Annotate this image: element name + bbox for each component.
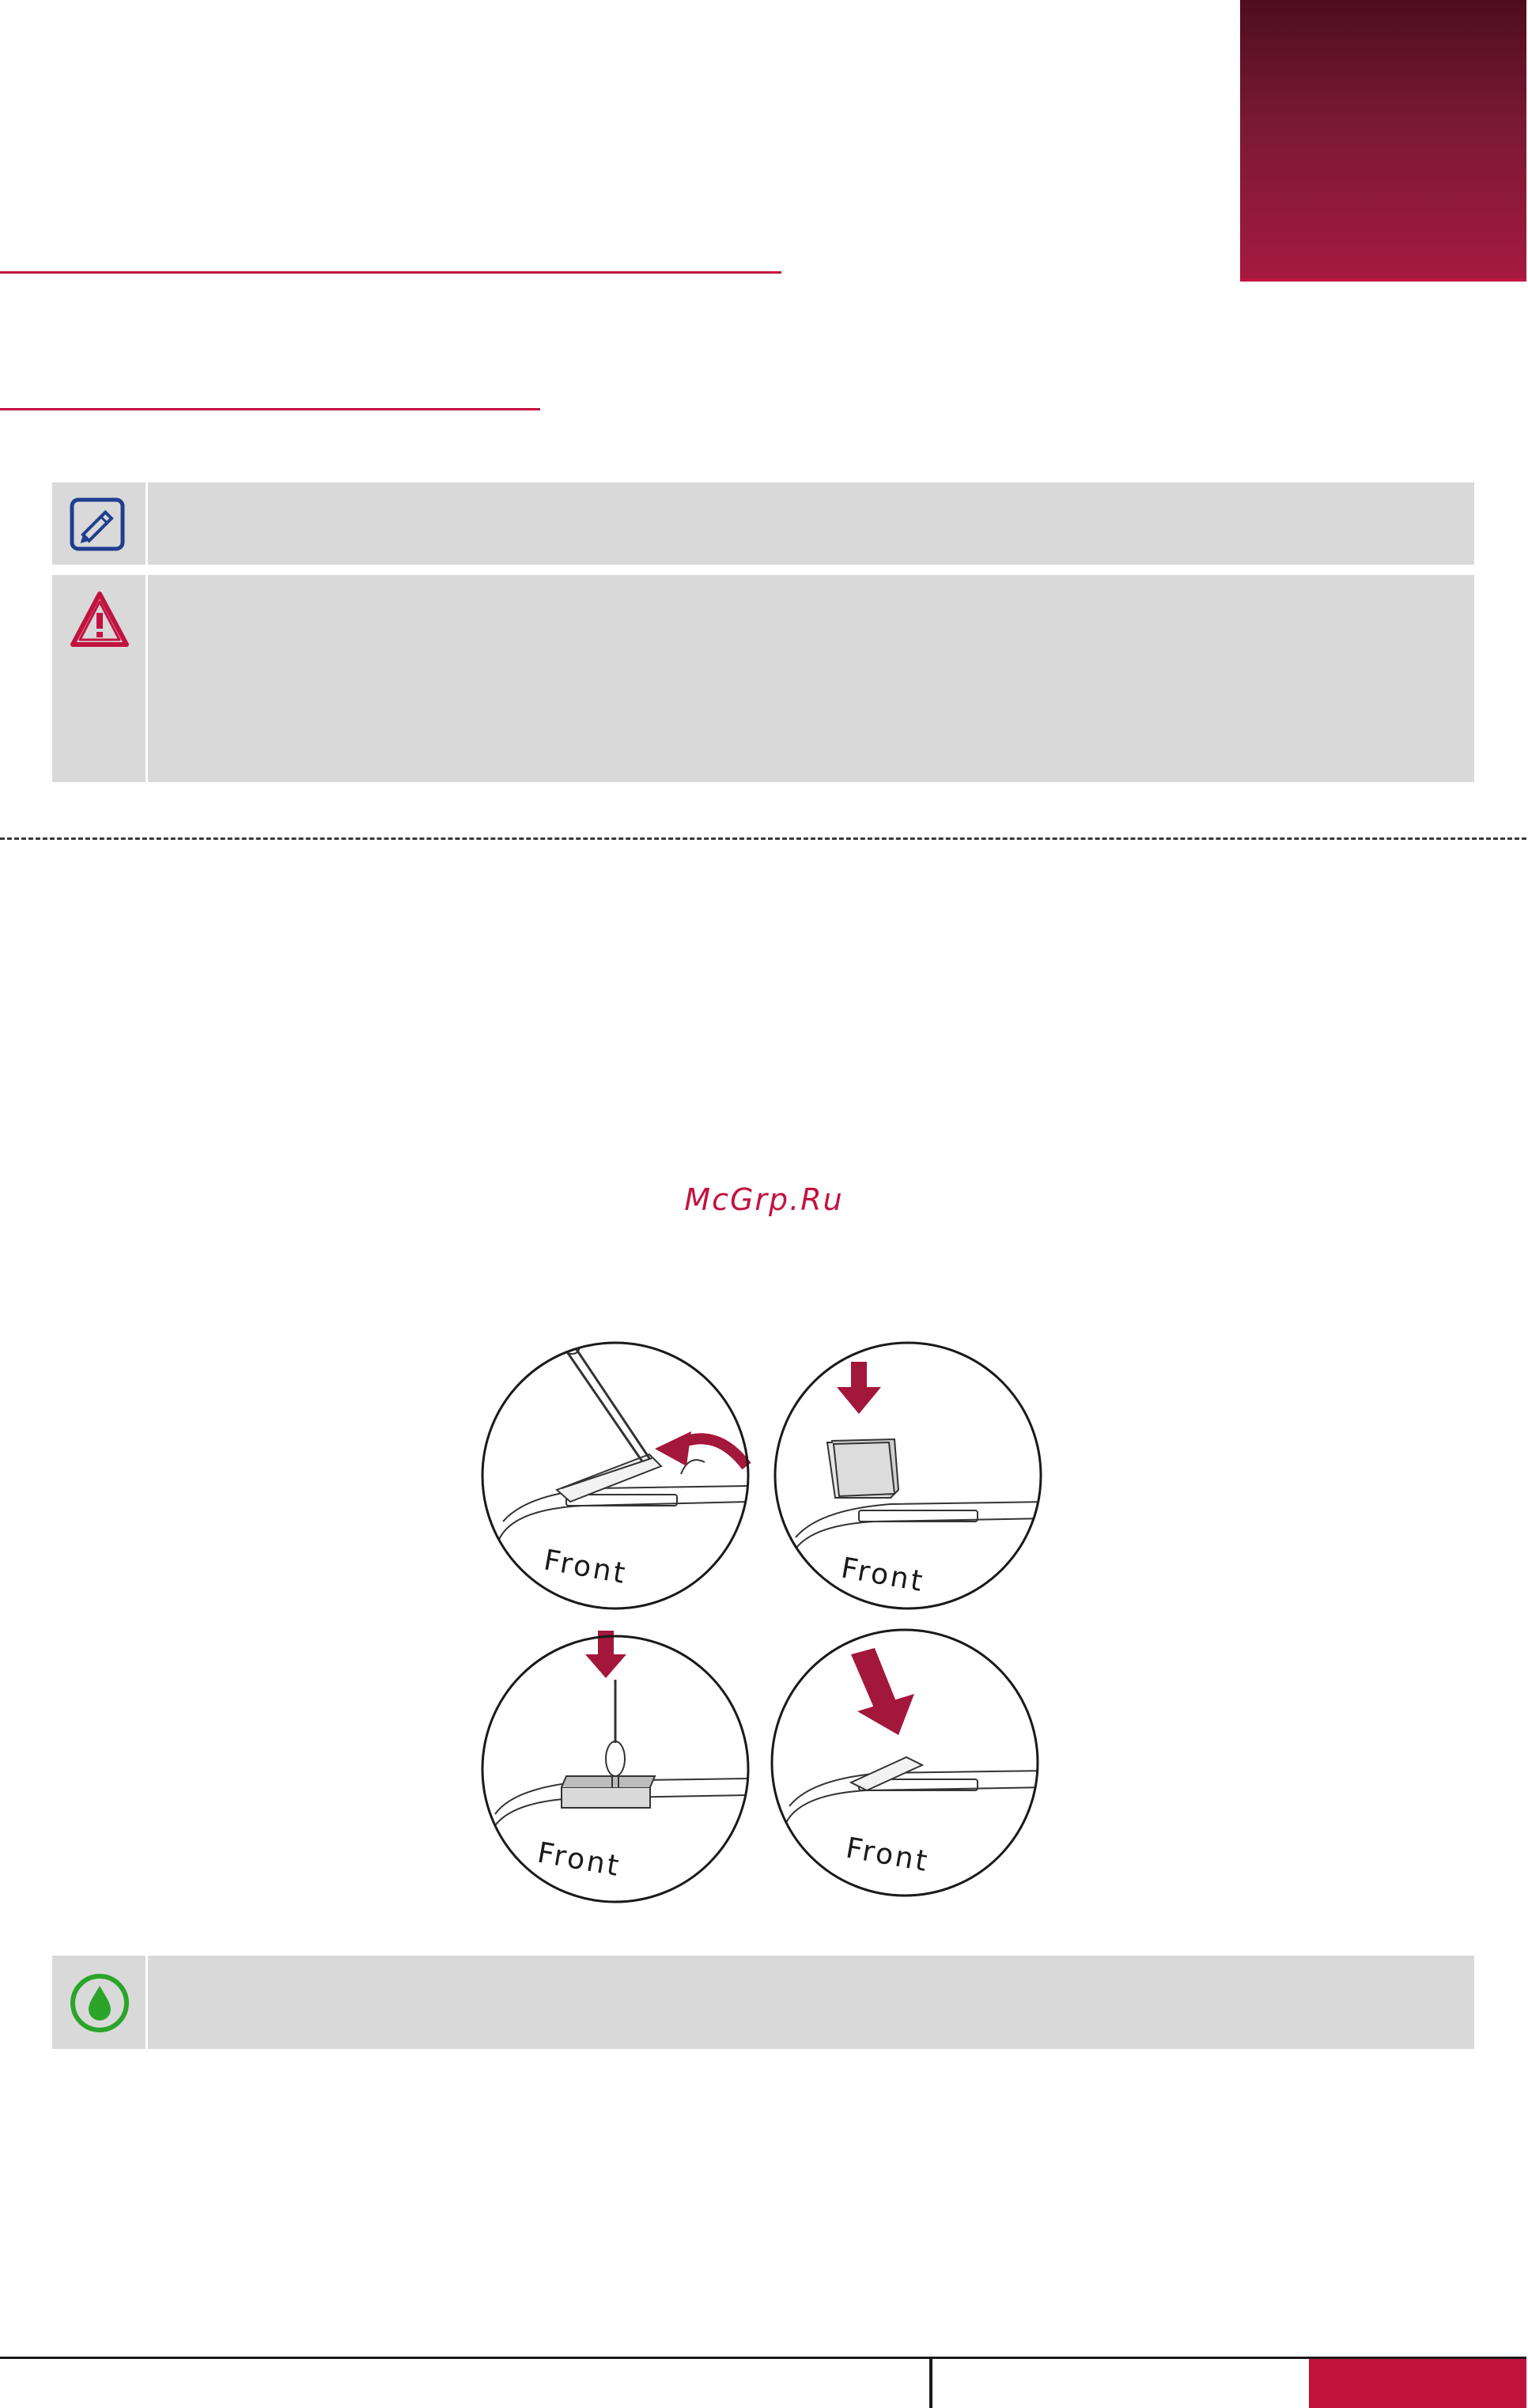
- footer-page-tab: [1309, 2359, 1526, 2408]
- watermark-text: McGrp.Ru: [684, 1182, 844, 1217]
- step-insert-pin-panel: [482, 1631, 748, 1902]
- panel-label-2: Front: [838, 1552, 928, 1599]
- footer-rule: [0, 2357, 1526, 2359]
- section-separator: [0, 837, 1526, 840]
- chapter-title-rule: [0, 271, 781, 274]
- panel-label-3: Front: [535, 1836, 624, 1884]
- section-title-rule: [0, 408, 540, 410]
- step-push-tray-panel: [772, 1630, 1049, 1896]
- step-place-card-panel: [775, 1343, 1049, 1608]
- warning-icon-cell: [52, 575, 148, 782]
- chapter-tab-block: [1240, 0, 1526, 282]
- footer-divider: [929, 2357, 932, 2408]
- warning-box: [52, 575, 1474, 782]
- step-eject-tray-panel: [482, 1343, 748, 1612]
- warning-triangle-icon: [68, 589, 131, 652]
- panel-label-4: Front: [843, 1832, 932, 1879]
- panel-label-1: Front: [541, 1544, 630, 1591]
- pencil-note-icon: [68, 497, 128, 554]
- tip-box: [52, 1956, 1474, 2049]
- water-drop-tip-icon: [68, 1971, 131, 2035]
- sim-insertion-illustration: [479, 1340, 1057, 1909]
- tip-icon-cell: [52, 1956, 148, 2049]
- note-icon-cell: [52, 482, 148, 565]
- note-box: [52, 482, 1474, 565]
